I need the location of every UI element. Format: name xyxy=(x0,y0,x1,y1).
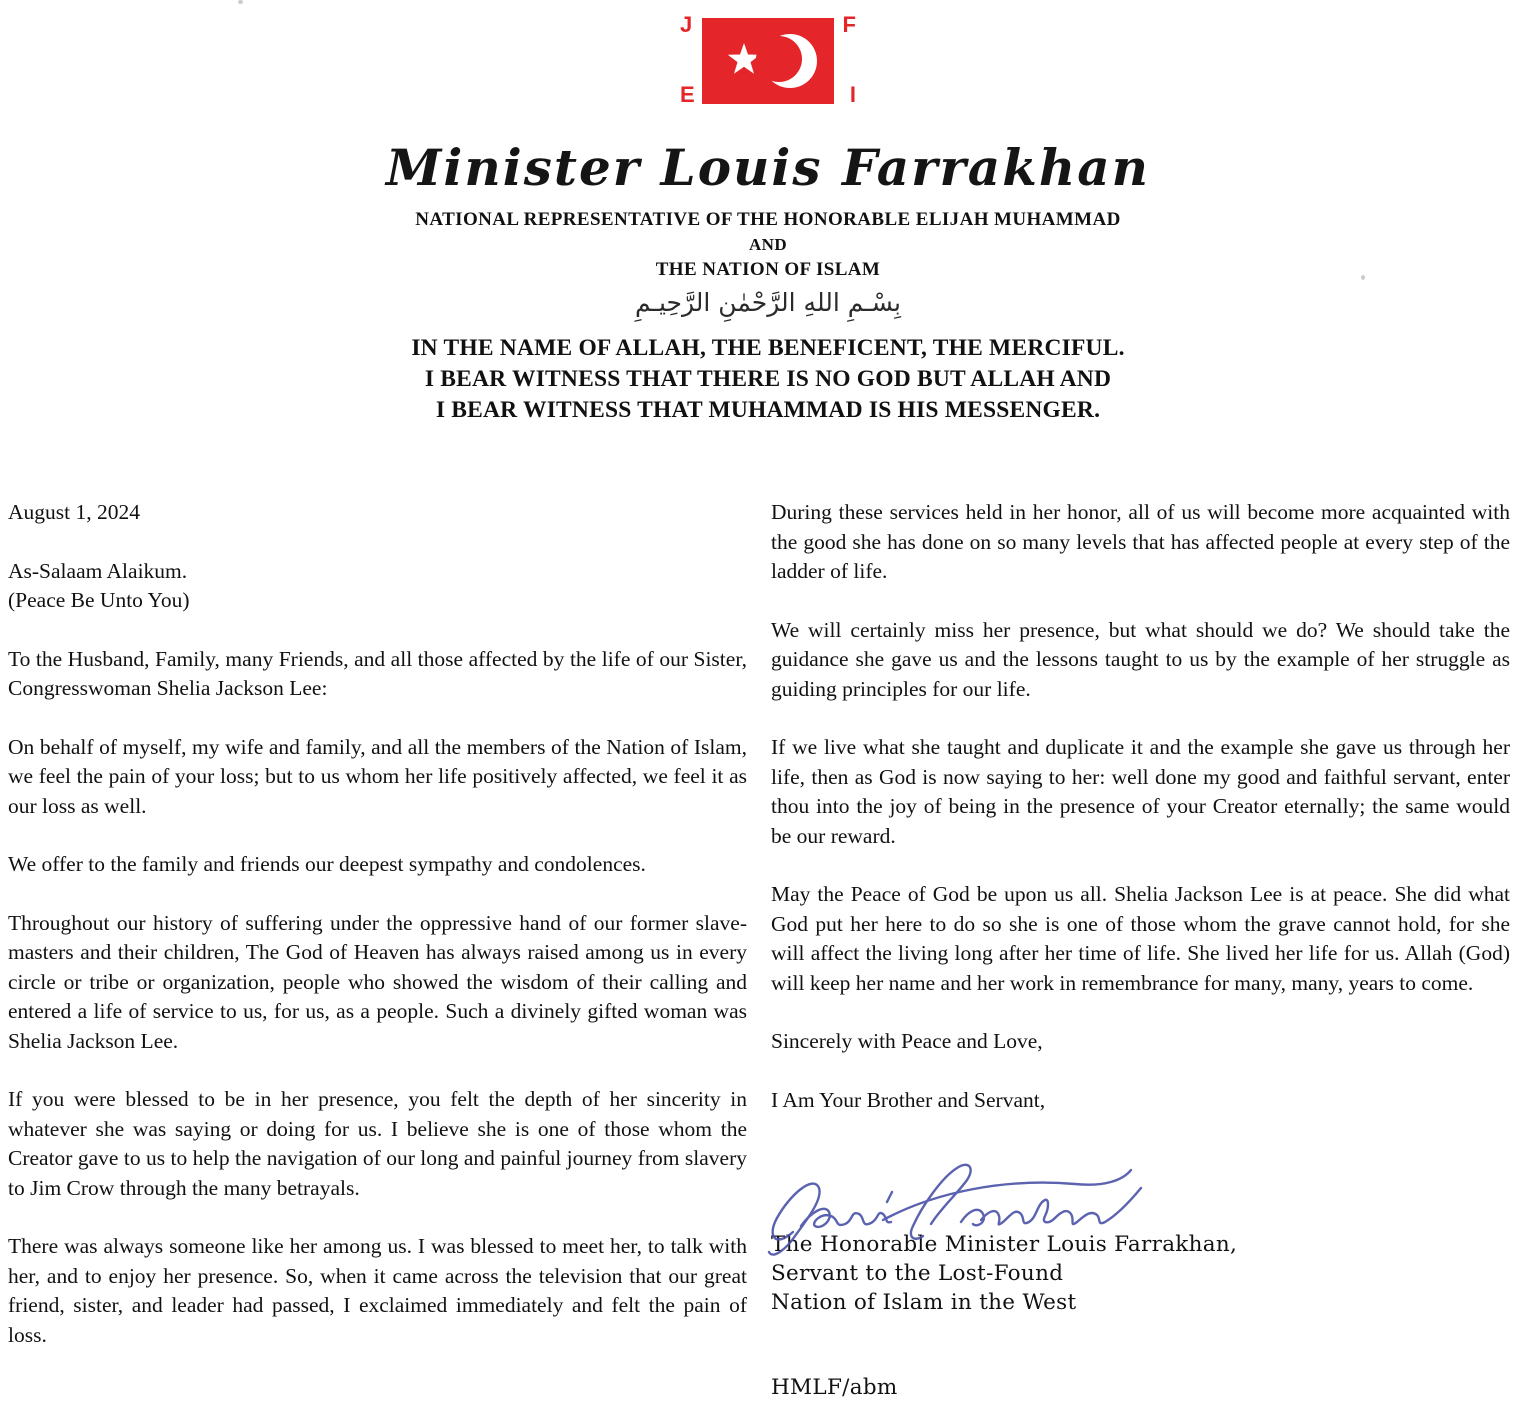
shahada-line-3: I BEAR WITNESS THAT MUHAMMAD IS HIS MESSENGER. xyxy=(435,397,1101,423)
signed-name-line-1: The Honorable Minister Louis Farrakhan, xyxy=(771,1232,1238,1257)
paragraph: There was always someone like her among us. I was blessed to meet her, to talk with her, and to enjoy her presence. So, when it came across the television that our great friend, sister, and leader had passed, I exclaimed immediately and felt the pain of loss. xyxy=(8,1234,747,1347)
closing-line-2: I Am Your Brother and Servant, xyxy=(771,1087,1046,1112)
paragraph: If we live what she taught and duplicate it and the example she gave us through her life, then as God is now saying to her: well done my good and faithful servant, enter thou into the joy of being in the presence of your Creator eternally; the same would be our reward. xyxy=(771,735,1510,848)
nation-of-islam-flag xyxy=(680,14,856,110)
signed-name-line-2: Servant to the Lost-Found xyxy=(771,1261,1064,1286)
flag-letter-f: F xyxy=(842,12,856,37)
paragraph: We will certainly miss her presence, but what should we do? We should take the guidance she gave us and the lessons taught to us by the example of her struggle as guiding principles for our life. xyxy=(771,617,1510,701)
scan-speck xyxy=(1361,275,1365,280)
letterhead xyxy=(0,0,1536,426)
bismillah-calligraphy: بِسْـمِ اللهِ الرَّحْمٰنِ الرَّحِيـمِ xyxy=(635,288,901,317)
paragraph: Throughout our history of suffering under the oppressive hand of our former slave-masters and their children, The God of Heaven has always raised among us in every circle or tribe or organization, people who showed the wisdom of their calling and entered a life of service to us, for us, as a people. Such a divinely gifted woman was Shelia Jackson Lee. xyxy=(8,910,747,1053)
subtitle-line-3: THE NATION OF ISLAM xyxy=(655,259,881,280)
shahada-header xyxy=(0,333,1536,426)
signature xyxy=(765,1144,1510,1236)
closing-line-1: Sincerely with Peace and Love, xyxy=(771,1029,1043,1053)
letter-body xyxy=(0,498,1536,1403)
right-column xyxy=(771,498,1510,1403)
greeting-line-2: (Peace Be Unto You) xyxy=(8,588,190,612)
date-line: August 1, 2024 xyxy=(8,500,140,524)
flag-letter-e: E xyxy=(680,82,695,107)
paragraph: During these services held in her honor, all of us will become more acquainted with the good she has done on so many levels that has affected people at every step of the ladder of life. xyxy=(771,500,1510,583)
star-and-crescent-icon xyxy=(702,18,834,104)
flag-letter-j: J xyxy=(680,12,693,37)
signed-name-line-3: Nation of Islam in the West xyxy=(771,1290,1077,1315)
shahada-line-1: IN THE NAME OF ALLAH, THE BENEFICENT, THE MERCIFUL. xyxy=(411,335,1125,361)
letterhead-name: Minister Louis Farrakhan xyxy=(386,138,1150,197)
subtitle-line-2: AND xyxy=(748,235,788,254)
paragraph: To the Husband, Family, many Friends, and all those affected by the life of our Sister, Congresswoman Shelia Jackson Lee: xyxy=(8,646,747,700)
paragraph: We offer to the family and friends our deepest sympathy and condolences. xyxy=(8,852,646,876)
paragraph: On behalf of myself, my wife and family, and all the members of the Nation of Islam, we feel the pain of your loss; but to us whom her life positively affected, we feel it as our loss as well. xyxy=(8,734,747,818)
flag-letter-i: I xyxy=(849,82,856,107)
left-column xyxy=(8,498,747,1403)
reference-initials: HMLF/abm xyxy=(771,1375,898,1400)
paragraph: May the Peace of God be upon us all. Shelia Jackson Lee is at peace. She did what God put her here to do so she is one of those whom the grave cannot hold, for she will affect the living long after her time of life. She lived her life for us. Allah (God) will keep her name and her work in remembrance for many, many, years to come. xyxy=(771,882,1510,995)
greeting-line-1: As-Salaam Alaikum. xyxy=(8,558,188,583)
letterhead-subtitle xyxy=(0,207,1536,282)
scan-speck xyxy=(238,0,243,4)
shahada-line-2: I BEAR WITNESS THAT THERE IS NO GOD BUT ALLAH AND xyxy=(424,366,1112,392)
subtitle-line-1: NATIONAL REPRESENTATIVE OF THE HONORABLE ELIJAH MUHAMMAD xyxy=(415,209,1121,230)
paragraph: If you were blessed to be in her presence, you felt the depth of her sincerity in whatever she was saying or doing for us. I believe she is one of those whom the Creator gave to us to help the navigation of our long and painful journey from slavery to Jim Crow through the many betrayals. xyxy=(8,1087,747,1200)
